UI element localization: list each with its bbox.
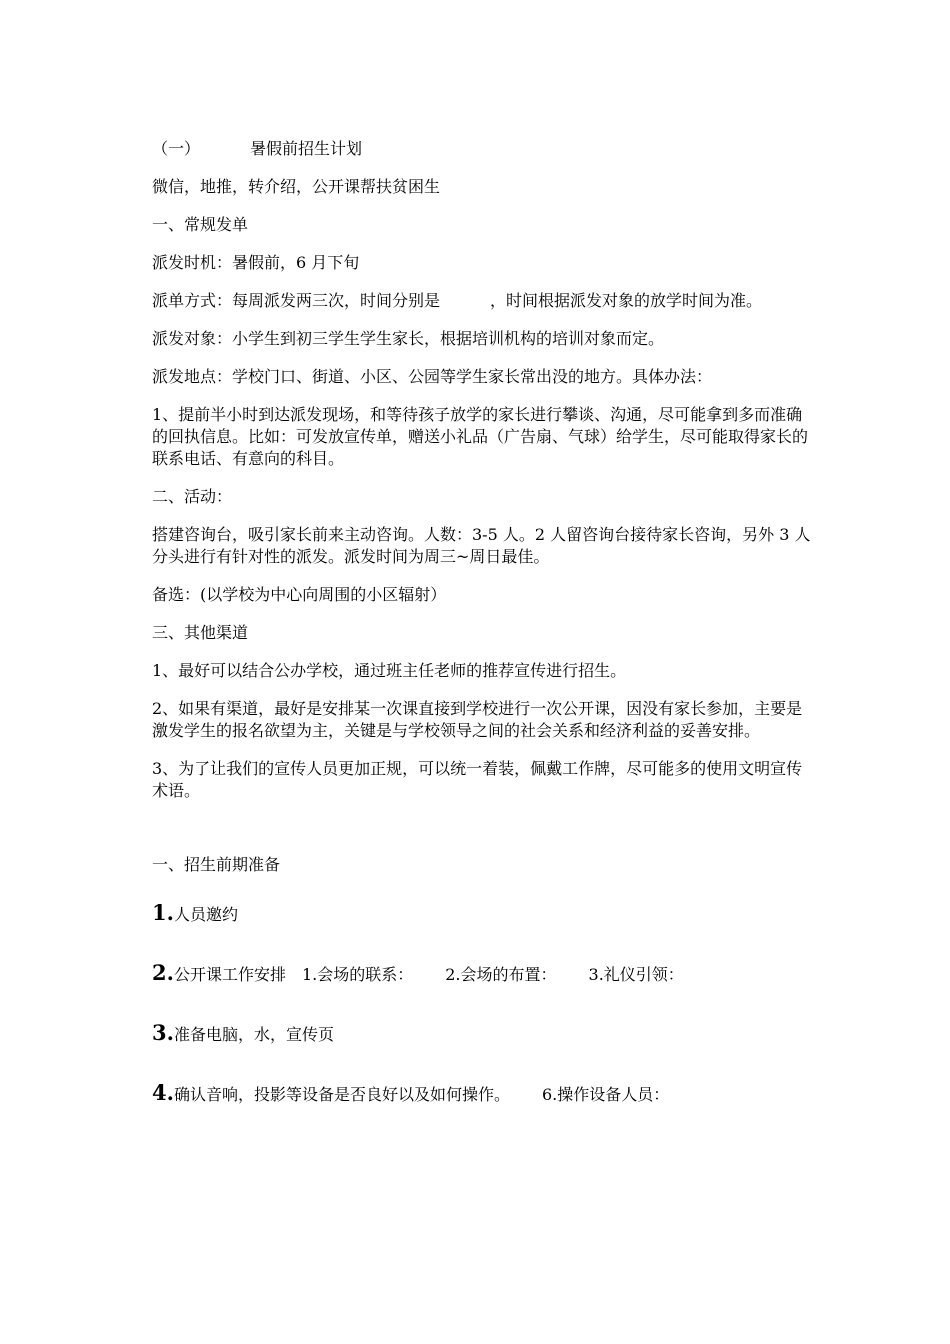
prep-item-4 (152, 1082, 812, 1106)
prep-item-text: 确认音响，投影等设备是否良好以及如何操作。 (173, 1085, 510, 1104)
prep-item-1 (152, 902, 812, 926)
prep-item-number: 2. (152, 960, 174, 985)
part1-target: 派发对象：小学生到初三学生学生家长，根据培训机构的培训对象而定。 (152, 329, 665, 348)
part2-heading: 二、活动： (152, 487, 233, 506)
prep-item-text: 准备电脑，水，宣传页 (173, 1025, 334, 1044)
section-heading (152, 138, 812, 160)
part1-method (152, 290, 812, 312)
prep-item-2 (152, 962, 812, 986)
part1-location: 派发地点：学校门口、街道、小区、公园等学生家长常出没的地方。具体办法： (152, 367, 713, 386)
part3-heading: 三、其他渠道 (152, 623, 249, 642)
prep-item-3 (152, 1022, 812, 1046)
prep-item-number: 3. (152, 1020, 174, 1045)
part3-item3: 3、为了让我们的宣传人员更加正规，可以统一着装，佩戴工作牌，尽可能多的使用文明宣传术语。 (152, 759, 803, 800)
prep-heading: 一、招生前期准备 (152, 855, 281, 874)
part3-item2: 2、如果有渠道，最好是安排某一次课直接到学校进行一次公开课，因没有家长参加，主要是激发学生的报名欲望为主，关键是与学校领导之间的社会关系和经济利益的妥善安排。 (152, 699, 803, 740)
part1-timing: 派发时机：暑假前，6 月下旬 (152, 253, 360, 272)
part1-step1: 1、提前半小时到达派发现场，和等待孩子放学的家长进行攀谈、沟通，尽可能拿到多而准确的回执信息。比如：可发放宣传单，赠送小礼品（广告扇、气球）给学生，尽可能取得家长的联系电话、有意向的科目。 (152, 405, 809, 468)
document-body (152, 138, 812, 1106)
section-number: （一） (152, 139, 201, 158)
part2-alt: 备选：(以学校为中心向周围的小区辐射） (152, 585, 447, 604)
part1-heading: 一、常规发单 (152, 215, 249, 234)
section-title: 暑假前招生计划 (250, 139, 363, 158)
part1-method-a: 派单方式：每周派发两三次，时间分别是 (152, 291, 441, 310)
prep-sub-venue-setup: 2.会场的布置： (445, 965, 557, 984)
channels-line: 微信，地推，转介绍，公开课帮扶贫困生 (152, 177, 441, 196)
prep-item-text: 公开课工作安排 (173, 965, 286, 984)
prep-sub-operator: 6.操作设备人员： (541, 1085, 670, 1104)
prep-sub-venue-contact: 1.会场的联系： (301, 965, 414, 984)
part3-item1: 1、最好可以结合公办学校，通过班主任老师的推荐宣传进行招生。 (152, 661, 627, 680)
part1-method-b: ，时间根据派发对象的放学时间为准。 (490, 291, 763, 310)
prep-item-text: 人员邀约 (173, 905, 238, 924)
prep-sub-etiquette: 3.礼仪引领： (588, 965, 684, 984)
prep-item-number: 4. (152, 1080, 174, 1105)
part2-desc: 搭建咨询台，吸引家长前来主动咨询。人数：3-5 人。2 人留咨询台接待家长咨询，另外 3 人分头进行有针对性的派发。派发时间为周三~周日最佳。 (152, 525, 811, 566)
prep-item-number: 1. (152, 900, 174, 925)
